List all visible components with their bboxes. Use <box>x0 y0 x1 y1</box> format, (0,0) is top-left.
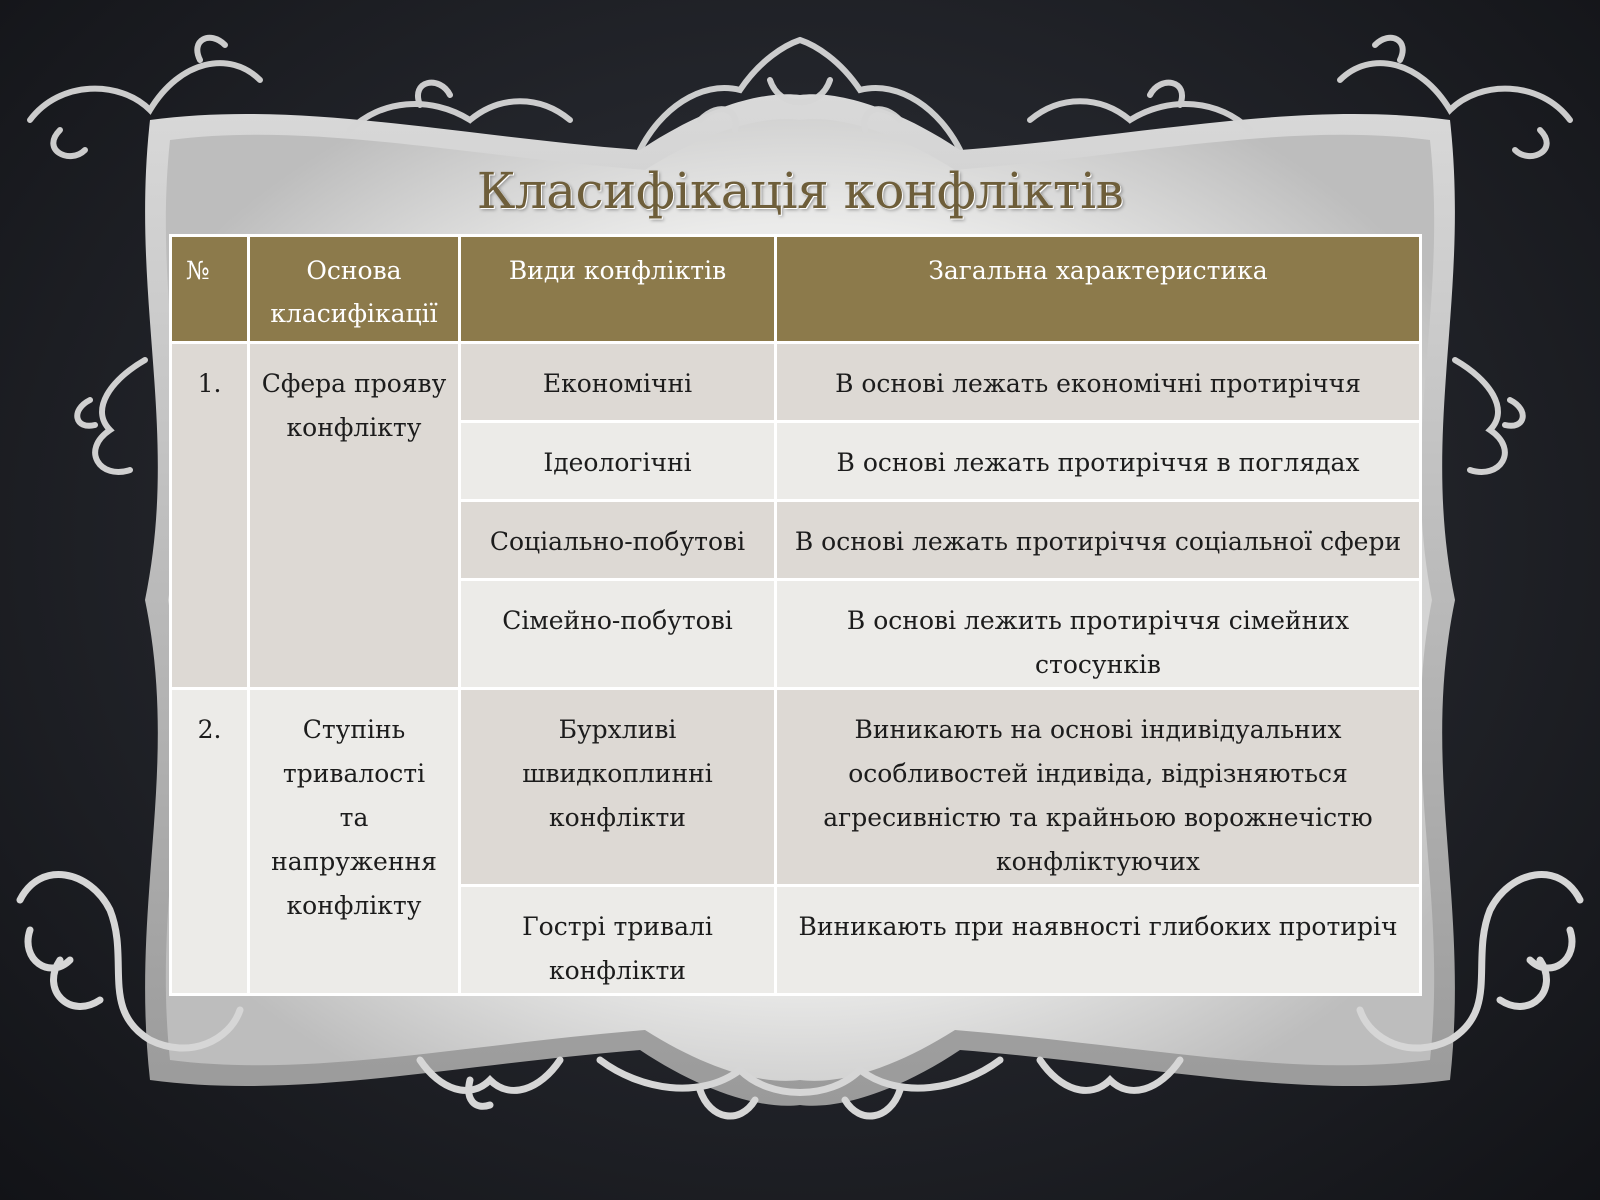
conflict-type: Економічні <box>460 343 776 422</box>
ornament-left-side <box>77 360 145 472</box>
ornament-right-side <box>1455 360 1523 472</box>
header-types: Види конфліктів <box>460 236 776 343</box>
conflict-type: Сімейно-побутові <box>460 580 776 689</box>
group-num: 1. <box>171 343 249 689</box>
classification-table <box>169 234 1422 996</box>
conflict-description: Виникають при наявності глибоких протиріч <box>776 886 1421 995</box>
table-row <box>171 689 1421 886</box>
conflict-type: Ідеологічні <box>460 422 776 501</box>
conflict-description: В основі лежать економічні протиріччя <box>776 343 1421 422</box>
conflict-description: Виникають на основі індивідуальних особливостей індивіда, відрізняються агресивністю та крайньою ворожнечістю конфліктуючих <box>776 689 1421 886</box>
conflict-type: Гострі тривалі конфлікти <box>460 886 776 995</box>
header-num: № <box>171 236 249 343</box>
header-description: Загальна характеристика <box>776 236 1421 343</box>
conflict-type: Соціально-побутові <box>460 501 776 580</box>
conflict-description: В основі лежать протиріччя соціальної сфери <box>776 501 1421 580</box>
slide-title: Класифікація конфліктів <box>476 162 1124 220</box>
conflict-description: В основі лежать протиріччя в поглядах <box>776 422 1421 501</box>
header-basis: Основа класифікації <box>249 236 460 343</box>
conflict-type: Бурхливі швидкоплинні конфлікти <box>460 689 776 886</box>
table-row <box>171 343 1421 422</box>
conflict-description: В основі лежить протиріччя сімейних стосунків <box>776 580 1421 689</box>
group-num: 2. <box>171 689 249 995</box>
group-basis: Сфера прояву конфлікту <box>249 343 460 689</box>
group-basis: Ступінь тривалості та напруження конфлікту <box>249 689 460 995</box>
table-header-row <box>171 236 1421 343</box>
